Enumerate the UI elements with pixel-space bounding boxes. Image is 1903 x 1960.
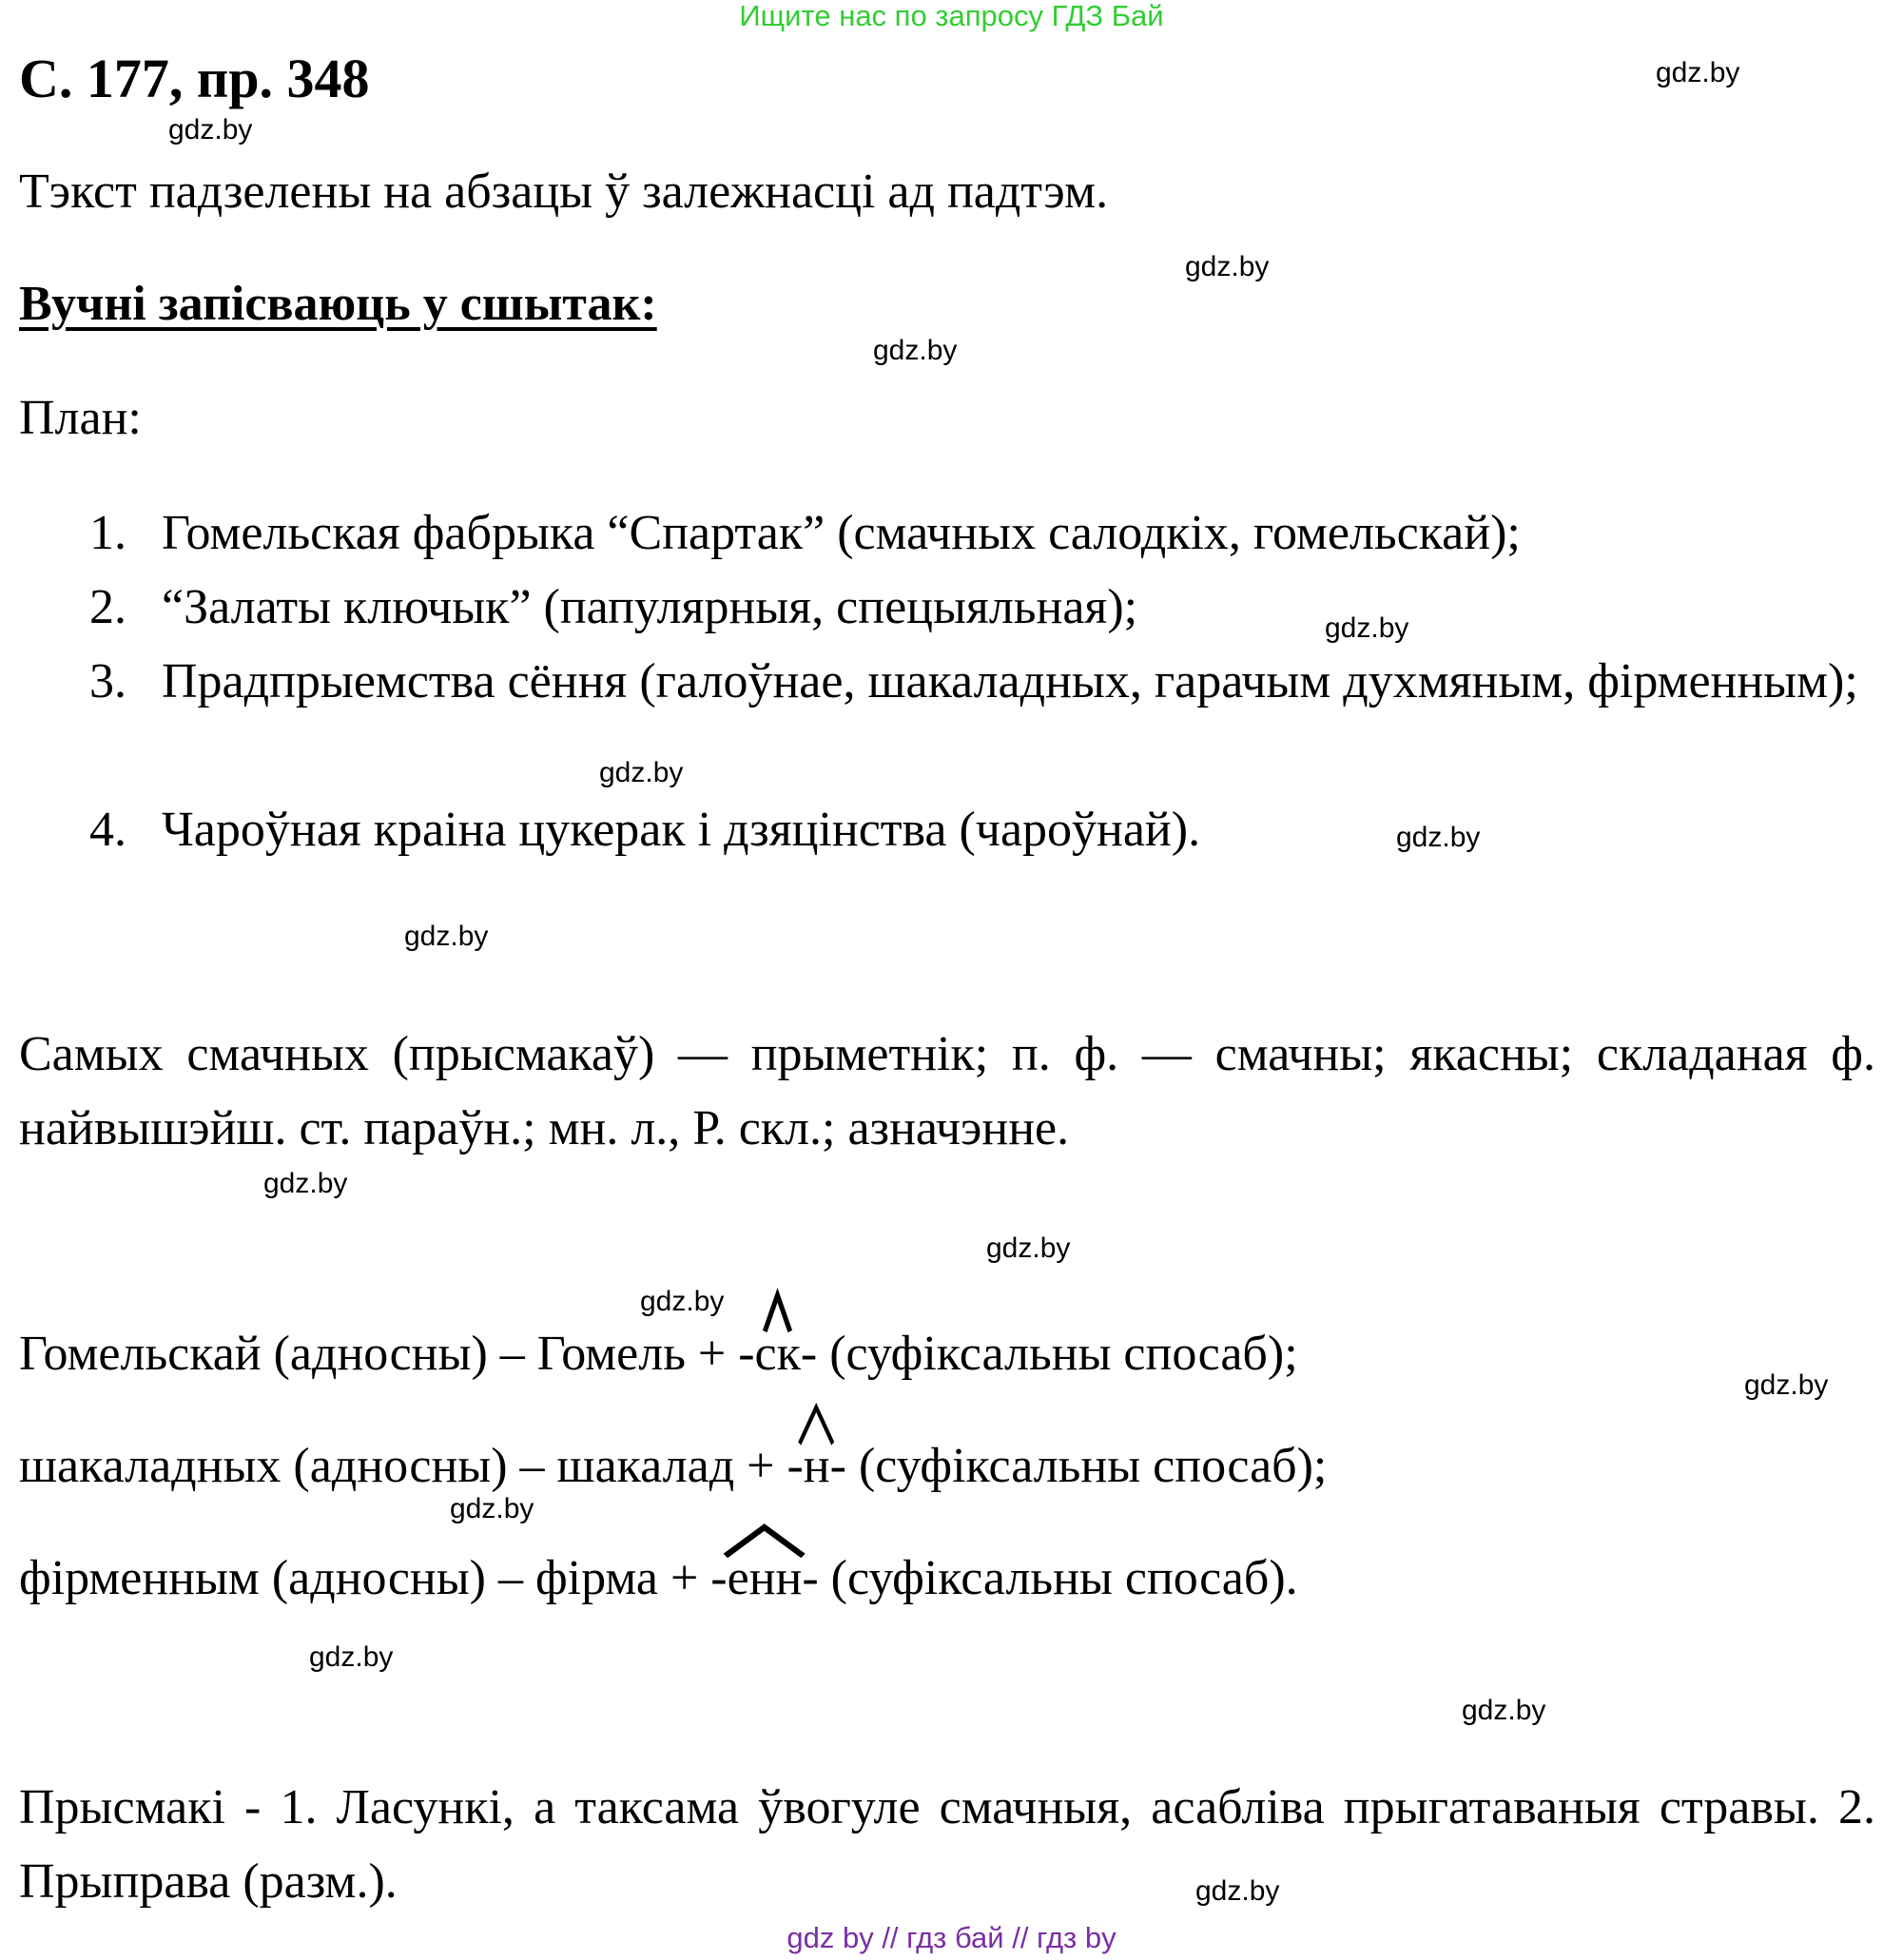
plan-item-3 bbox=[89, 645, 1874, 719]
plan-label: План: bbox=[19, 391, 142, 445]
watermark: gdz.by bbox=[1185, 251, 1270, 282]
derivation-method: (суфіксальны спосаб). bbox=[818, 1551, 1298, 1605]
plan-item-number: 1. bbox=[89, 506, 126, 560]
footer-links: gdz by // гдз бай // гдз by bbox=[786, 1921, 1117, 1954]
word-definition: Прысмакі - 1. Ласункі, а таксама ўвогуле смачныя, асабліва прыгатаваныя стравы. 2. Прыправа (разм.). bbox=[19, 1780, 1875, 1909]
suffix-mark-icon bbox=[786, 1404, 845, 1447]
plan-item-number: 4. bbox=[89, 803, 126, 857]
watermark: gdz.by bbox=[1396, 822, 1481, 853]
plan-item-text: Гомельская фабрыка “Спартак” (смачных салодкіх, гомельскай); bbox=[162, 506, 1521, 560]
watermark: gdz.by bbox=[1325, 612, 1409, 644]
suffix-text: -н- bbox=[786, 1439, 846, 1493]
watermark: gdz.by bbox=[404, 921, 489, 952]
suffix-with-mark bbox=[786, 1436, 845, 1497]
watermark: gdz.by bbox=[1744, 1369, 1829, 1401]
watermark: gdz.by bbox=[599, 757, 684, 788]
plan-item-number: 3. bbox=[89, 654, 126, 708]
plan-item-text: “Залаты ключык” (папулярныя, спецыяльная); bbox=[162, 580, 1138, 634]
derivation-line-1 bbox=[19, 1324, 1298, 1385]
intro-text: Тэкст падзелены на абзацы ў залежнасці ад падтэм. bbox=[19, 165, 1109, 219]
plan-item-4 bbox=[89, 793, 1874, 867]
suffix-text: -ск- bbox=[738, 1327, 818, 1381]
watermark: gdz.by bbox=[1195, 1875, 1280, 1907]
watermark: gdz.by bbox=[640, 1286, 725, 1317]
watermark: gdz.by bbox=[1462, 1695, 1546, 1726]
derivation-line-2 bbox=[19, 1436, 1327, 1497]
word-analysis: Самых смачных (прысмакаў) — прыметнік; п. ф. — смачны; якасны; складаная ф. найвышэйш. ст. параўн.; мн. л., Р. скл.; азначэнне. bbox=[19, 1027, 1875, 1155]
suffix-with-mark bbox=[710, 1548, 818, 1609]
watermark: gdz.by bbox=[263, 1168, 348, 1199]
watermark: gdz.by bbox=[168, 114, 253, 146]
plan-item-text: Чароўная краіна цукерак і дзяцінства (чароўнай). bbox=[162, 803, 1201, 857]
derivation-method: (суфіксальны спосаб); bbox=[845, 1439, 1328, 1493]
watermark: gdz.by bbox=[1656, 57, 1740, 88]
plan-item-2 bbox=[89, 571, 1874, 645]
derivation-word: шакаладных (адносны) – шакалад + bbox=[19, 1439, 787, 1493]
watermark: gdz.by bbox=[309, 1641, 394, 1673]
top-banner: Ищите нас по запросу ГДЗ Бай bbox=[739, 0, 1164, 32]
watermark: gdz.by bbox=[986, 1232, 1071, 1264]
plan-item-text: Прадпрыемства сёння (галоўнае, шакаладных, гарачым духмяным, фірменным); bbox=[162, 654, 1858, 708]
notebook-subheading: Вучні запісваюць у сшытак: bbox=[19, 277, 657, 331]
suffix-mark-icon bbox=[710, 1523, 818, 1560]
plan-item-number: 2. bbox=[89, 580, 126, 634]
suffix-mark-icon bbox=[738, 1291, 817, 1335]
suffix-with-mark bbox=[738, 1324, 817, 1385]
derivation-line-3 bbox=[19, 1548, 1298, 1609]
watermark: gdz.by bbox=[450, 1493, 534, 1524]
derivation-word: Гомельскай (адносны) – Гомель + bbox=[19, 1327, 739, 1381]
exercise-heading: С. 177, пр. 348 bbox=[19, 48, 370, 109]
derivation-method: (суфіксальны спосаб); bbox=[817, 1327, 1298, 1381]
suffix-text: -енн- bbox=[710, 1551, 819, 1605]
derivation-word: фірменным (адносны) – фірма + bbox=[19, 1551, 711, 1605]
plan-item-1 bbox=[89, 496, 1874, 571]
watermark: gdz.by bbox=[873, 335, 958, 366]
